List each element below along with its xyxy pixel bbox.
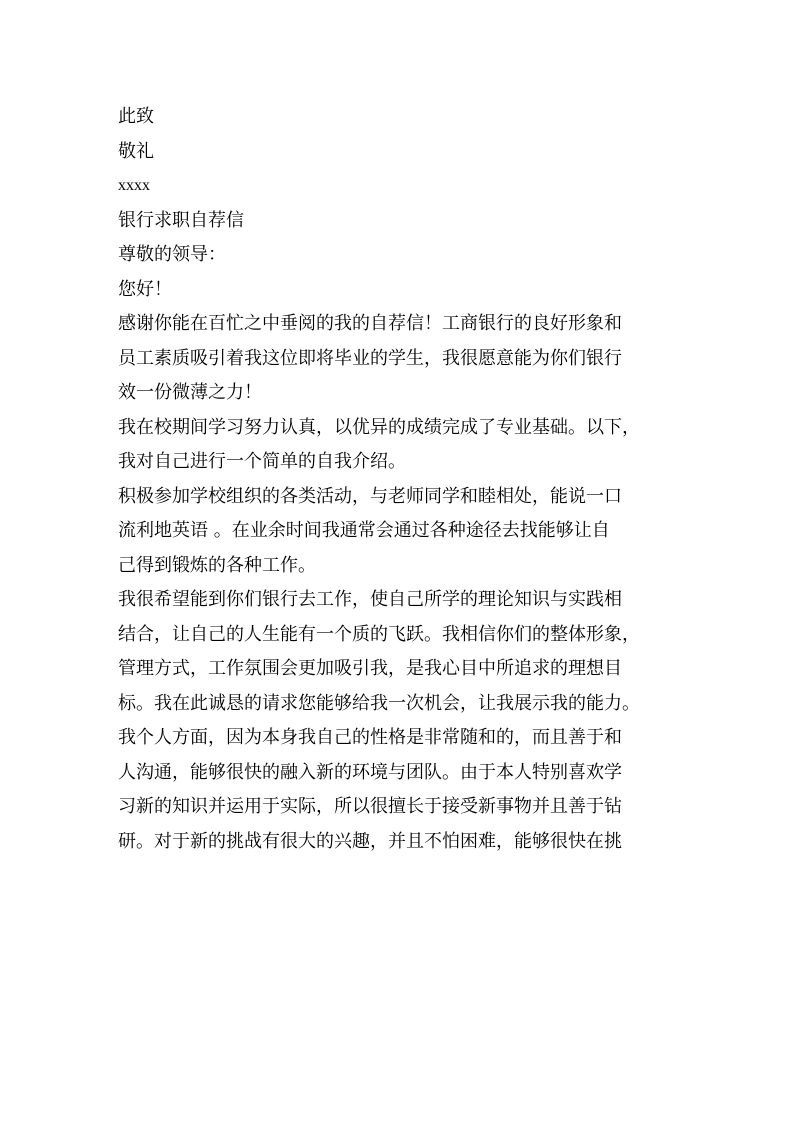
paragraph: [118, 583, 688, 859]
paragraph: [118, 307, 688, 411]
paragraph-line: 感谢你能在百忙之中垂阅的我的自荐信！工商银行的良好形象和: [118, 313, 622, 334]
signature: xxxx: [118, 177, 150, 194]
paragraph: [118, 411, 688, 480]
paragraph-line: 效一份微薄之力！: [118, 382, 262, 403]
paragraph-line: 标。我在此诚恳的请求您能够给我一次机会，让我展示我的能力。: [118, 692, 640, 714]
letter-body: [118, 100, 688, 859]
paragraph: [118, 480, 688, 584]
letter-hello: 您好！: [118, 278, 172, 300]
letter-greeting: 尊敬的领导：: [118, 244, 226, 265]
paragraph-line: 管理方式，工作氛围会更加吸引我，是我心目中所追求的理想目: [118, 658, 622, 679]
paragraph-line: 结合，让自己的人生能有一个质的飞跃。我相信你们的整体形象，: [118, 623, 640, 645]
paragraph-line: 研。对于新的挑战有很大的兴趣，并且不怕困难，能够很快在挑: [118, 830, 622, 852]
letter-title: 银行求职自荐信: [118, 209, 244, 231]
paragraph-line: 人沟通，能够很快的融入新的环境与团队。由于本人特别喜欢学: [118, 761, 622, 783]
paragraph-line: 流利地英语 。在业余时间我通常会通过各种途径去找能够让自: [118, 520, 610, 541]
paragraph-line: 己得到锻炼的各种工作。: [118, 554, 316, 576]
paragraph-line: 习新的知识并运用于实际，所以很擅长于接受新事物并且善于钻: [118, 796, 622, 817]
paragraph-line: 我很希望能到你们银行去工作，使自己所学的理论知识与实践相: [118, 589, 622, 610]
paragraph-line: 我在校期间学习努力认真，以优异的成绩完成了专业基础。以下，: [118, 416, 640, 438]
paragraph-line: 我对自己进行一个简单的自我介绍。: [118, 451, 406, 472]
closing-salutation-1: 此致: [118, 106, 154, 127]
paragraph-line: 员工素质吸引着我这位即将毕业的学生，我很愿意能为你们银行: [118, 347, 622, 369]
closing-salutation-2: 敬礼: [118, 140, 154, 162]
paragraph-line: 积极参加学校组织的各类活动，与老师同学和睦相处，能说一口: [118, 485, 622, 507]
paragraph-line: 我个人方面，因为本身我自己的性格是非常随和的，而且善于和: [118, 727, 622, 748]
